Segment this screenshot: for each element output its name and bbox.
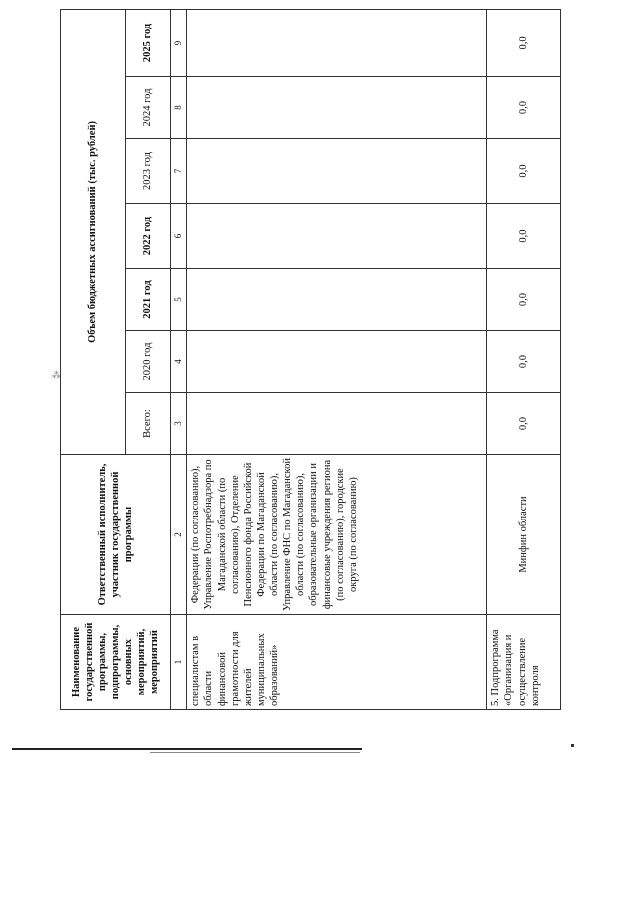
value-cell: 0,0 xyxy=(487,269,561,331)
value-cell: 0,0 xyxy=(487,331,561,393)
value-cell xyxy=(187,139,487,204)
column-number: 1 xyxy=(171,615,187,710)
budget-table xyxy=(60,9,561,710)
header-year: Всего: xyxy=(126,393,171,455)
value-cell xyxy=(187,9,487,76)
header-year: 2020 год xyxy=(126,331,171,393)
column-number: 2 xyxy=(171,455,187,615)
value-cell: 0,0 xyxy=(487,9,561,76)
scan-line-faint xyxy=(150,752,360,753)
column-number: 5 xyxy=(171,269,187,331)
scan-mark: ⁂ xyxy=(52,370,61,380)
value-cell xyxy=(187,393,487,455)
budget-table-rotated xyxy=(60,10,560,710)
value-cell: 0,0 xyxy=(487,139,561,204)
column-number: 8 xyxy=(171,77,187,139)
value-cell: 0,0 xyxy=(487,393,561,455)
column-number: 3 xyxy=(171,393,187,455)
column-number: 6 xyxy=(171,204,187,269)
value-cell xyxy=(187,331,487,393)
scan-line xyxy=(12,748,362,750)
column-number: 9 xyxy=(171,9,187,76)
scan-speck xyxy=(571,744,574,747)
header-name: Наименование государственной программы, подпрограммы, основных мероприятий, мероприятий xyxy=(61,615,171,710)
value-cell xyxy=(187,77,487,139)
header-year: 2022 год xyxy=(126,204,171,269)
value-cell: 0,0 xyxy=(487,77,561,139)
row-name: специалистам в области финансовой грамотности для жителей муниципальных образований» xyxy=(187,615,487,710)
column-number: 4 xyxy=(171,331,187,393)
value-cell xyxy=(187,269,487,331)
row-executor: Минфин области xyxy=(487,455,561,615)
header-year: 2024 год xyxy=(126,77,171,139)
value-cell xyxy=(187,204,487,269)
column-number: 7 xyxy=(171,139,187,204)
value-cell: 0,0 xyxy=(487,204,561,269)
header-executor: Ответственный исполнитель, участник государственной программы xyxy=(61,455,171,615)
header-budget: Объем бюджетных ассигнований (тыс. рублей) xyxy=(61,9,126,454)
header-year: 2023 год xyxy=(126,139,171,204)
header-year: 2025 год xyxy=(126,9,171,76)
row-name: 5. Подпрограмма «Организация и осуществление контроля xyxy=(487,615,561,710)
header-year: 2021 год xyxy=(126,269,171,331)
row-executor: Федерации (по согласованию), Управление Роспотребнадзора по Магаданской области (по согласованию), Отделение Пенсионного фонда Российской Федерации по Магаданской области (по согласованию), Управление ФНС по Магаданской области (по согласованию), образовательные организации и финансовые учреждения региона (по согласованию), городские округа (по согласованию) xyxy=(187,455,487,615)
